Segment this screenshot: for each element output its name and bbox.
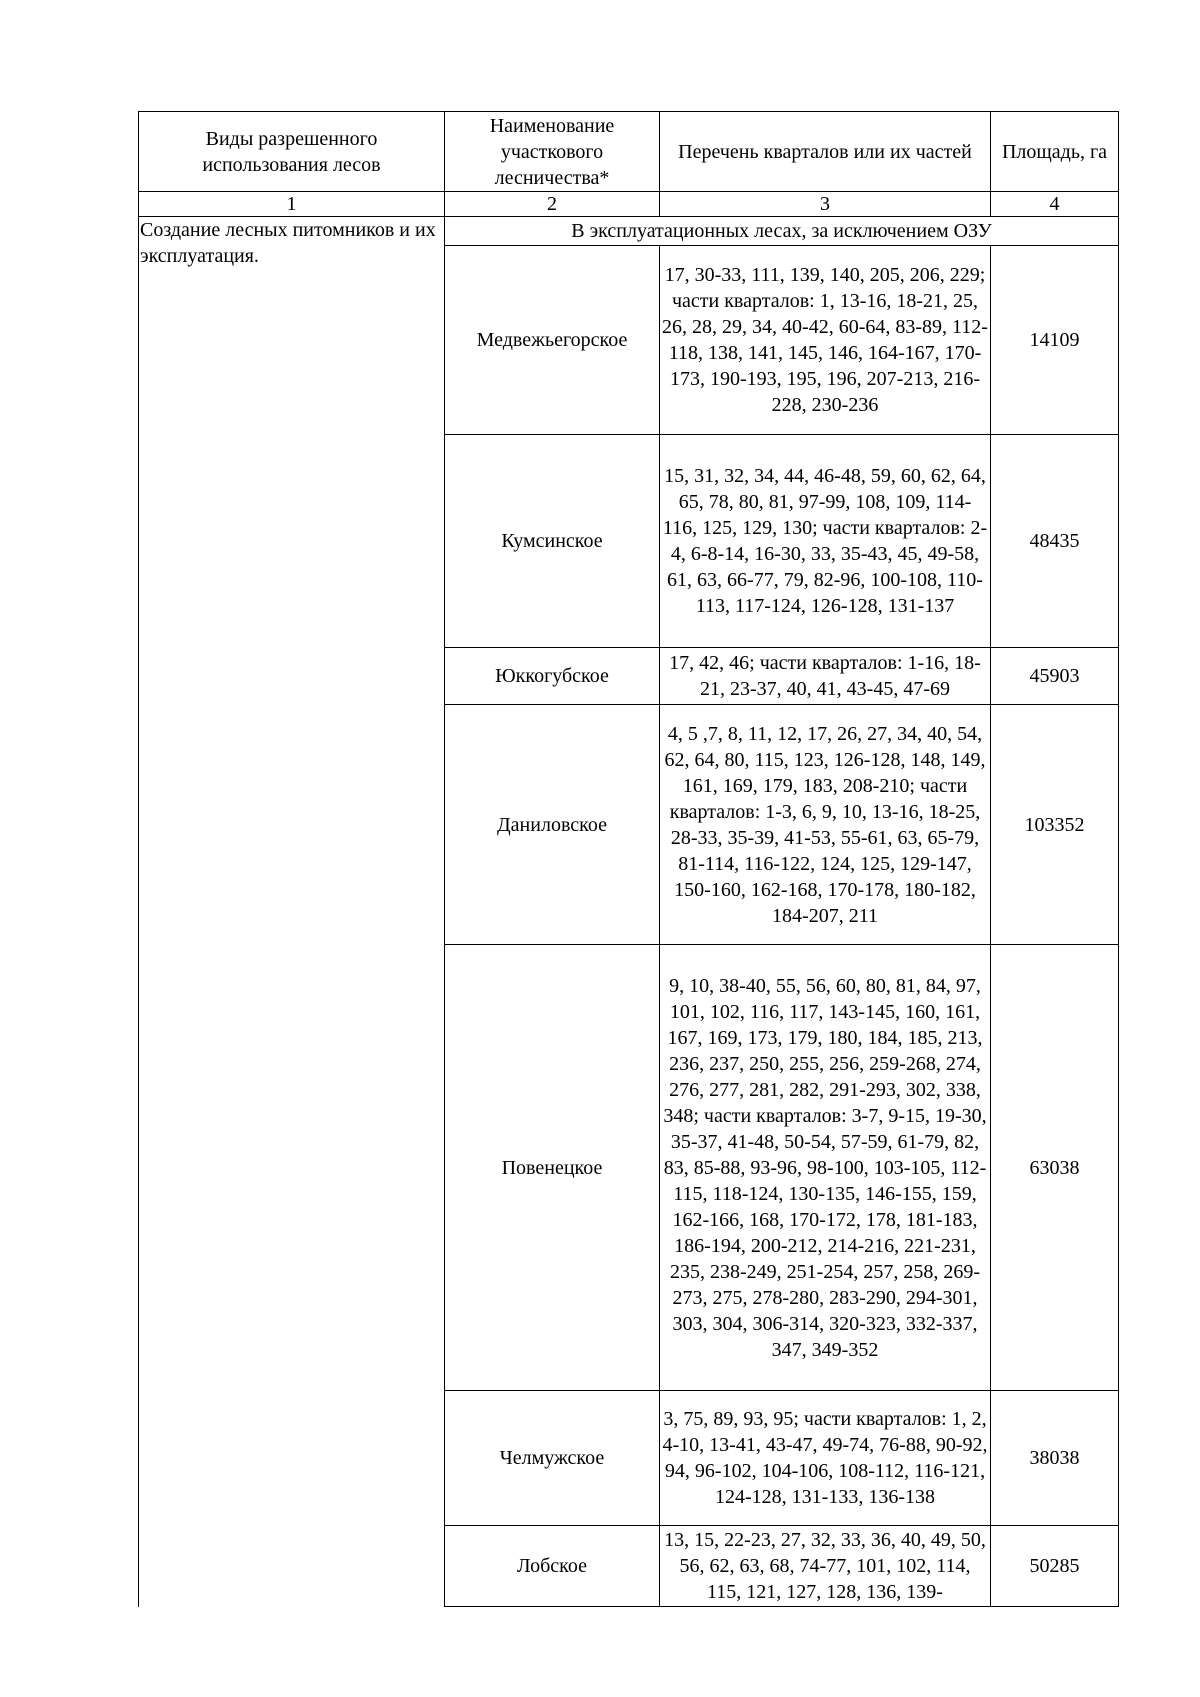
header-area: Площадь, га xyxy=(991,112,1119,192)
area-value: 38038 xyxy=(991,1391,1119,1526)
area-value: 14109 xyxy=(991,246,1119,435)
forestry-name: Повенецкое xyxy=(445,945,660,1391)
column-number: 4 xyxy=(991,192,1119,217)
forestry-name: Юккогубское xyxy=(445,648,660,705)
forestry-name: Даниловское xyxy=(445,705,660,945)
quarters-list: 9, 10, 38-40, 55, 56, 60, 80, 81, 84, 97, 101, 102, 116, 117, 143-145, 160, 161, 167, 169, 173, 179, 180, 184, 185, 213, 236, 237, 250, 255, 256, 259-268, 274, 276, 277, 281, 282, 291-293, 302, 338, 348; части кварталов: 3-7, 9-15, 19-30, 35-37, 41-48, 50-54, 57-59, 61-79, 82, 83, 85-88, 93-96, 98-100, 103-105, 112-115, 118-124, 130-135, 146-155, 159, 162-166, 168, 170-172, 178, 181-183, 186-194, 200-212, 214-216, 221-231, 235, 238-249, 251-254, 257, 258, 269-273, 275, 278-280, 283-290, 294-301, 303, 304, 306-314, 320-323, 332-337, 347, 349-352 xyxy=(660,945,991,1391)
quarters-list: 17, 42, 46; части кварталов: 1-16, 18-21, 23-37, 40, 41, 43-45, 47-69 xyxy=(660,648,991,705)
forestry-name: Челмужское xyxy=(445,1391,660,1526)
area-value: 103352 xyxy=(991,705,1119,945)
section-title: В эксплуатационных лесах, за исключением ОЗУ xyxy=(445,217,1119,246)
column-number: 2 xyxy=(445,192,660,217)
quarters-list: 13, 15, 22-23, 27, 32, 33, 36, 40, 49, 50, 56, 62, 63, 68, 74-77, 101, 102, 114, 115, 121, 127, 128, 136, 139- xyxy=(660,1526,991,1607)
header-use-type: Виды разрешенного использования лесов xyxy=(139,112,445,192)
section-row xyxy=(139,217,1119,246)
forest-use-table xyxy=(138,111,1119,1607)
forestry-name: Кумсинское xyxy=(445,435,660,648)
quarters-list: 15, 31, 32, 34, 44, 46-48, 59, 60, 62, 64, 65, 78, 80, 81, 97-99, 108, 109, 114-116, 125, 129, 130; части кварталов: 2-4, 6-8-14, 16-30, 33, 35-43, 45, 49-58, 61, 63, 66-77, 79, 82-96, 100-108, 110-113, 117-124, 126-128, 131-137 xyxy=(660,435,991,648)
area-value: 45903 xyxy=(991,648,1119,705)
header-forestry: Наименование участкового лесничества* xyxy=(445,112,660,192)
header-row xyxy=(139,112,1119,192)
header-quarters: Перечень кварталов или их частей xyxy=(660,112,991,192)
quarters-list: 17, 30-33, 111, 139, 140, 205, 206, 229; части кварталов: 1, 13-16, 18-21, 25, 26, 28, 29, 34, 40-42, 60-64, 83-89, 112-118, 138, 141, 145, 146, 164-167, 170-173, 190-193, 195, 196, 207-213, 216-228, 230-236 xyxy=(660,246,991,435)
quarters-list: 3, 75, 89, 93, 95; части кварталов: 1, 2, 4-10, 13-41, 43-47, 49-74, 76-88, 90-92, 94, 96-102, 104-106, 108-112, 116-121, 124-128, 131-133, 136-138 xyxy=(660,1391,991,1526)
forestry-name: Медвежьегорское xyxy=(445,246,660,435)
quarters-list: 4, 5 ,7, 8, 11, 12, 17, 26, 27, 34, 40, 54, 62, 64, 80, 115, 123, 126-128, 148, 149, 161, 169, 179, 183, 208-210; части кварталов: 1-3, 6, 9, 10, 13-16, 18-25, 28-33, 35-39, 41-53, 55-61, 63, 65-79, 81-114, 116-122, 124, 125, 129-147, 150-160, 162-168, 170-178, 180-182, 184-207, 211 xyxy=(660,705,991,945)
column-number-row xyxy=(139,192,1119,217)
column-number: 3 xyxy=(660,192,991,217)
forestry-name: Лобское xyxy=(445,1526,660,1607)
area-value: 50285 xyxy=(991,1526,1119,1607)
use-type-cell: Создание лесных питомников и их эксплуатация. xyxy=(139,217,445,1607)
column-number: 1 xyxy=(139,192,445,217)
area-value: 63038 xyxy=(991,945,1119,1391)
area-value: 48435 xyxy=(991,435,1119,648)
